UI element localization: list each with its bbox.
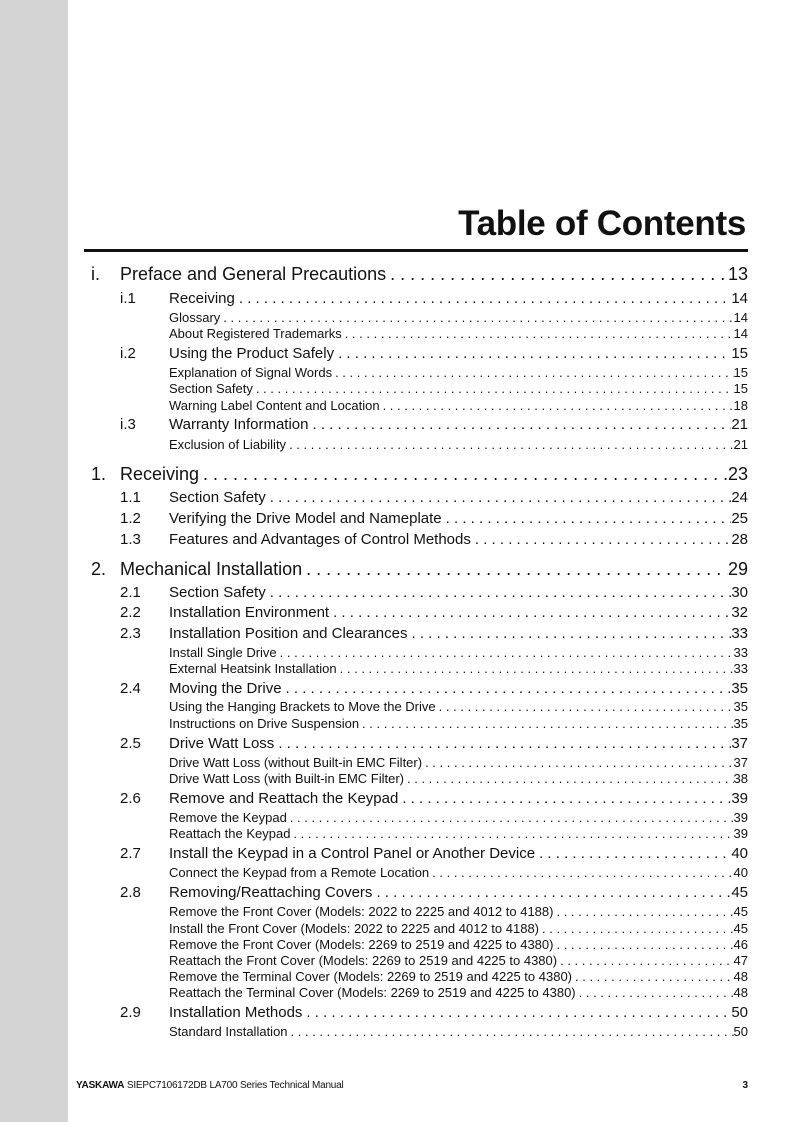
toc-entry-title: Moving the Drive	[169, 680, 282, 697]
toc-entry-line	[169, 884, 748, 901]
footer-doc-title: SIEPC7106172DB LA700 Series Technical Manual	[126, 1080, 344, 1091]
toc-entry-title: Exclusion of Liability	[169, 437, 287, 452]
toc-entry-line	[120, 464, 748, 485]
dot-leader	[302, 1004, 731, 1021]
toc-page-number: 37	[733, 755, 748, 770]
dot-leader	[436, 699, 734, 714]
toc-section-number: 2.	[91, 559, 107, 579]
toc-entry-line	[120, 264, 748, 285]
toc-entry-title: Remove the Front Cover (Models: 2022 to 2225 and 4012 to 4188)	[169, 904, 554, 919]
toc-entry-line	[169, 437, 748, 452]
toc-entry-line	[169, 310, 748, 325]
toc-entry-title: Drive Watt Loss (without Built-in EMC Filter)	[169, 755, 423, 770]
toc-entry-line	[169, 489, 748, 506]
toc-entry-title: About Registered Trademarks	[169, 326, 342, 341]
toc-entry-title: Warning Label Content and Location	[169, 398, 380, 413]
toc-page-number: 21	[733, 437, 748, 452]
toc-entry-title: Installation Environment	[169, 604, 330, 621]
toc-entry-title: Install the Front Cover (Models: 2022 to 2225 and 4012 to 4188)	[169, 921, 540, 936]
toc-entry-line	[169, 826, 748, 841]
toc-entry-line	[169, 735, 748, 752]
dot-leader	[277, 645, 734, 660]
dot-leader	[332, 365, 733, 380]
toc-section-number: 2.9	[120, 1004, 141, 1021]
dot-leader	[359, 716, 733, 731]
toc-entry-title: Remove the Terminal Cover (Models: 2269 to 2519 and 4225 to 4380)	[169, 969, 573, 984]
toc-page-number: 48	[733, 969, 748, 984]
dot-leader	[266, 489, 732, 506]
toc-entry-title: Installation Methods	[169, 1004, 303, 1021]
toc-page-number: 23	[727, 464, 748, 484]
toc-section-number: 2.6	[120, 790, 141, 807]
toc-entry-title: Drive Watt Loss	[169, 735, 275, 752]
dot-leader	[235, 290, 731, 307]
toc-section-number: i.1	[120, 290, 136, 307]
toc-page-number: 14	[733, 310, 748, 325]
toc-entry-title: Verifying the Drive Model and Nameplate	[169, 510, 442, 527]
toc-entry-line	[169, 985, 748, 1000]
dot-leader	[287, 810, 734, 825]
toc-entry-line	[169, 510, 748, 527]
toc-entry-title: Reattach the Front Cover (Models: 2269 to 2519 and 4225 to 4380)	[169, 953, 558, 968]
toc-entry-title: Installation Position and Clearances	[169, 625, 408, 642]
dot-leader	[253, 381, 734, 396]
toc-entry-title: Using the Hanging Brackets to Move the Drive	[169, 699, 436, 714]
dot-leader	[576, 985, 734, 1000]
dot-leader	[553, 937, 733, 952]
toc-entry-title: Install Single Drive	[169, 645, 277, 660]
toc-section-number: 2.7	[120, 845, 141, 862]
toc-entry-title: Drive Watt Loss (with Built-in EMC Filter)	[169, 771, 404, 786]
toc-section-number: 2.5	[120, 735, 141, 752]
toc-page-number: 35	[731, 680, 748, 697]
dot-leader	[334, 345, 731, 362]
toc-page-number: 47	[733, 953, 748, 968]
toc-entry-title: Reattach the Keypad	[169, 826, 291, 841]
dot-leader	[429, 865, 733, 880]
dot-leader	[282, 680, 732, 697]
toc-page-number: 14	[733, 326, 748, 341]
toc-entry-line	[169, 584, 748, 601]
toc-section-number: 1.2	[120, 510, 141, 527]
toc-page-number: 21	[731, 416, 748, 433]
toc-entry-title: Connect the Keypad from a Remote Location	[169, 865, 430, 880]
toc-section-number: i.2	[120, 345, 136, 362]
toc-section-number: 2.2	[120, 604, 141, 621]
toc-entry-line	[169, 645, 748, 660]
dot-leader	[309, 416, 732, 433]
toc-page-number: 46	[733, 937, 748, 952]
dot-leader	[329, 604, 731, 621]
toc-page-number: 15	[731, 345, 748, 362]
toc-section-number: i.	[91, 264, 100, 284]
toc-entry-title: Glossary	[169, 310, 221, 325]
toc-entry-line	[169, 755, 748, 770]
dot-leader	[553, 904, 733, 919]
toc-page-number: 13	[727, 264, 748, 284]
toc-page-number: 33	[733, 645, 748, 660]
toc-entry-line	[169, 937, 748, 952]
dot-leader	[266, 584, 732, 601]
dot-leader	[404, 771, 734, 786]
toc-page-number: 39	[731, 790, 748, 807]
toc-page-number: 30	[731, 584, 748, 601]
toc-entry-title: Section Safety	[169, 381, 253, 396]
toc-page-number: 39	[733, 810, 748, 825]
toc-entry-title: Remove and Reattach the Keypad	[169, 790, 399, 807]
toc-entry-title: Instructions on Drive Suspension	[169, 716, 360, 731]
toc-page-number: 29	[727, 559, 748, 579]
toc-entry-line	[169, 345, 748, 362]
toc-entry-line	[169, 904, 748, 919]
toc-entry-title: Receiving	[120, 464, 200, 484]
toc-entry-line	[169, 699, 748, 714]
footer-brand: YASKAWA	[76, 1080, 125, 1091]
dot-leader	[288, 1024, 734, 1039]
toc-entry-line	[169, 921, 748, 936]
toc-entry-line	[169, 845, 748, 862]
toc-entry-title: Section Safety	[169, 584, 266, 601]
toc-page-number: 15	[733, 365, 748, 380]
dot-leader	[539, 921, 734, 936]
toc-entry-title: Remove the Front Cover (Models: 2269 to 2519 and 4225 to 4380)	[169, 937, 554, 952]
toc-page-number: 33	[733, 661, 748, 676]
toc-entry-line	[169, 416, 748, 433]
toc-entry-line	[169, 810, 748, 825]
toc-section-number: 2.8	[120, 884, 141, 901]
dot-leader	[290, 826, 733, 841]
toc-page-number: 48	[733, 985, 748, 1000]
toc-entry-line	[169, 969, 748, 984]
toc-page-number: 45	[733, 904, 748, 919]
toc-entry-line	[169, 531, 748, 548]
toc-page-number: 38	[733, 771, 748, 786]
toc-page-number: 45	[731, 884, 748, 901]
toc-section-number: 1.3	[120, 531, 141, 548]
toc-page-number: 24	[731, 489, 748, 506]
dot-leader	[422, 755, 733, 770]
toc-entry-line	[169, 953, 748, 968]
toc-page-number: 28	[731, 531, 748, 548]
toc-page-number: 18	[733, 398, 748, 413]
dot-leader	[337, 661, 734, 676]
toc-page-number: 50	[733, 1024, 748, 1039]
toc-entry-title: Section Safety	[169, 489, 266, 506]
toc-page-number: 40	[731, 845, 748, 862]
toc-entry-line	[169, 625, 748, 642]
toc-entry-line	[169, 865, 748, 880]
toc-entry-title: Explanation of Signal Words	[169, 365, 333, 380]
toc-entry-title: Reattach the Terminal Cover (Models: 2269 to 2519 and 4225 to 4380)	[169, 985, 576, 1000]
toc-entry-title: External Heatsink Installation	[169, 661, 337, 676]
toc-page-number: 35	[733, 716, 748, 731]
toc-entry-line	[169, 790, 748, 807]
toc-entry-line	[169, 1024, 748, 1039]
footer-document-info	[76, 1080, 344, 1091]
toc-entry-title: Using the Product Safely	[169, 345, 335, 362]
toc-entry-line	[120, 559, 748, 580]
toc-entry-title: Standard Installation	[169, 1024, 288, 1039]
dot-leader	[442, 510, 732, 527]
toc-section-number: 1.1	[120, 489, 141, 506]
dot-leader	[471, 531, 731, 548]
toc-entry-line	[169, 398, 748, 413]
toc-entry-line	[169, 680, 748, 697]
toc-entry-title: Features and Advantages of Control Methods	[169, 531, 471, 548]
toc-section-number: 2.4	[120, 680, 141, 697]
toc-section-number: i.3	[120, 416, 136, 433]
toc-entry-title: Install the Keypad in a Control Panel or Another Device	[169, 845, 536, 862]
toc-page-number: 37	[731, 735, 748, 752]
toc-page-number: 50	[731, 1004, 748, 1021]
dot-leader	[572, 969, 734, 984]
dot-leader	[220, 310, 733, 325]
toc-page-number: 14	[731, 290, 748, 307]
toc-page-number: 33	[731, 625, 748, 642]
toc-entry-title: Removing/Reattaching Covers	[169, 884, 373, 901]
dot-leader	[398, 790, 731, 807]
toc-page-number: 25	[731, 510, 748, 527]
dot-leader	[380, 398, 734, 413]
dot-leader	[199, 464, 728, 485]
toc-section-number: 2.1	[120, 584, 141, 601]
toc-entry-line	[169, 716, 748, 731]
dot-leader	[286, 437, 733, 452]
dot-leader	[342, 326, 734, 341]
toc-entry-title: Remove the Keypad	[169, 810, 287, 825]
footer-page-number: 3	[742, 1080, 748, 1091]
dot-leader	[372, 884, 731, 901]
dot-leader	[407, 625, 731, 642]
page-title: Table of Contents	[458, 204, 746, 243]
toc-section-number: 1.	[91, 464, 107, 484]
toc-entry-line	[169, 661, 748, 676]
toc-entry-line	[169, 381, 748, 396]
toc-page-number: 35	[733, 699, 748, 714]
toc-entry-line	[169, 326, 748, 341]
dot-leader	[557, 953, 733, 968]
toc-page-number: 32	[731, 604, 748, 621]
toc-entry-title: Receiving	[169, 290, 235, 307]
toc-entry-line	[169, 365, 748, 380]
toc-page-number: 45	[733, 921, 748, 936]
toc-entry-line	[169, 290, 748, 307]
dot-leader	[274, 735, 731, 752]
toc-page-number: 40	[733, 865, 748, 880]
toc-entry-line	[169, 771, 748, 786]
toc-entry-line	[169, 604, 748, 621]
dot-leader	[386, 264, 728, 285]
toc-entry-title: Mechanical Installation	[120, 559, 303, 579]
toc-section-number: 2.3	[120, 625, 141, 642]
toc-page-number: 15	[733, 381, 748, 396]
toc-entry-title: Warranty Information	[169, 416, 309, 433]
dot-leader	[302, 559, 728, 580]
toc-page-number: 39	[733, 826, 748, 841]
toc-entry-title: Preface and General Precautions	[120, 264, 387, 284]
toc-entry-line	[169, 1004, 748, 1021]
dot-leader	[535, 845, 731, 862]
